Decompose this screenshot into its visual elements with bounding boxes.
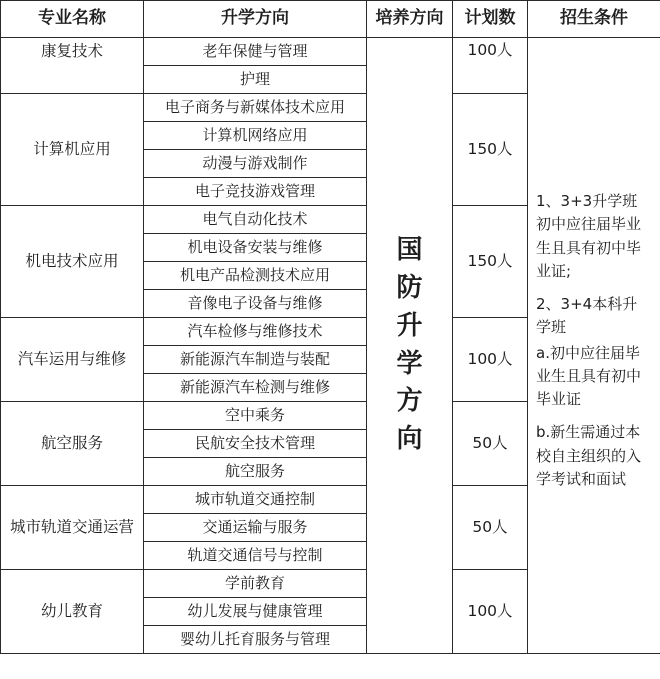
training-char: 国 [396,235,423,266]
plan-count: 150人 [453,206,528,318]
direction-cell: 老年保健与管理 [144,38,367,66]
major-name: 计算机应用 [1,94,144,206]
table-row [1,38,660,66]
direction-cell: 交通运输与服务 [144,514,367,542]
direction-cell: 机电设备安装与维修 [144,234,367,262]
direction-cell: 民航安全技术管理 [144,430,367,458]
condition-text: a.初中应往届毕业生且具有初中毕业证 [536,343,642,408]
direction-cell: 电子商务与新媒体技术应用 [144,94,367,122]
plan-count: 100人 [453,38,528,94]
conditions-cell [528,38,660,654]
training-char: 向 [396,423,423,454]
major-name: 航空服务 [1,402,144,486]
training-char: 学 [396,348,423,379]
training-char: 方 [396,386,423,417]
header-major: 专业名称 [1,1,144,38]
direction-cell: 机电产品检测技术应用 [144,262,367,290]
header-row [1,1,660,38]
direction-cell: 幼儿发展与健康管理 [144,598,367,626]
header-conditions: 招生条件 [528,1,660,38]
direction-cell: 电气自动化技术 [144,206,367,234]
direction-cell: 航空服务 [144,458,367,486]
direction-cell: 新能源汽车检测与维修 [144,374,367,402]
plan-count: 100人 [453,570,528,654]
direction-cell: 学前教育 [144,570,367,598]
direction-cell: 音像电子设备与维修 [144,290,367,318]
major-name: 康复技术 [1,38,144,94]
training-direction-cell [367,38,453,654]
condition-text: b.新生需通过本校自主组织的入学考试和面试 [536,423,642,488]
header-plan: 计划数 [453,1,528,38]
direction-cell: 城市轨道交通控制 [144,486,367,514]
direction-cell: 汽车检修与维修技术 [144,318,367,346]
direction-cell: 计算机网络应用 [144,122,367,150]
major-name: 机电技术应用 [1,206,144,318]
training-char: 防 [396,273,423,304]
direction-cell: 新能源汽车制造与装配 [144,346,367,374]
direction-cell: 轨道交通信号与控制 [144,542,367,570]
direction-cell: 婴幼儿托育服务与管理 [144,626,367,654]
plan-count: 50人 [453,402,528,486]
training-char: 升 [396,310,423,341]
major-name: 城市轨道交通运营 [1,486,144,570]
plan-count: 50人 [453,486,528,570]
condition-text: 2、3+4本科升学班 [536,295,638,337]
direction-cell: 动漫与游戏制作 [144,150,367,178]
header-training: 培养方向 [367,1,453,38]
direction-cell: 空中乘务 [144,402,367,430]
header-direction: 升学方向 [144,1,367,38]
plan-count: 100人 [453,318,528,402]
direction-cell: 护理 [144,66,367,94]
condition-text: 1、3+3升学班初中应往届毕业生且具有初中毕业证; [536,192,642,280]
direction-cell: 电子竞技游戏管理 [144,178,367,206]
plan-count: 150人 [453,94,528,206]
major-name: 汽车运用与维修 [1,318,144,402]
major-name: 幼儿教育 [1,570,144,654]
